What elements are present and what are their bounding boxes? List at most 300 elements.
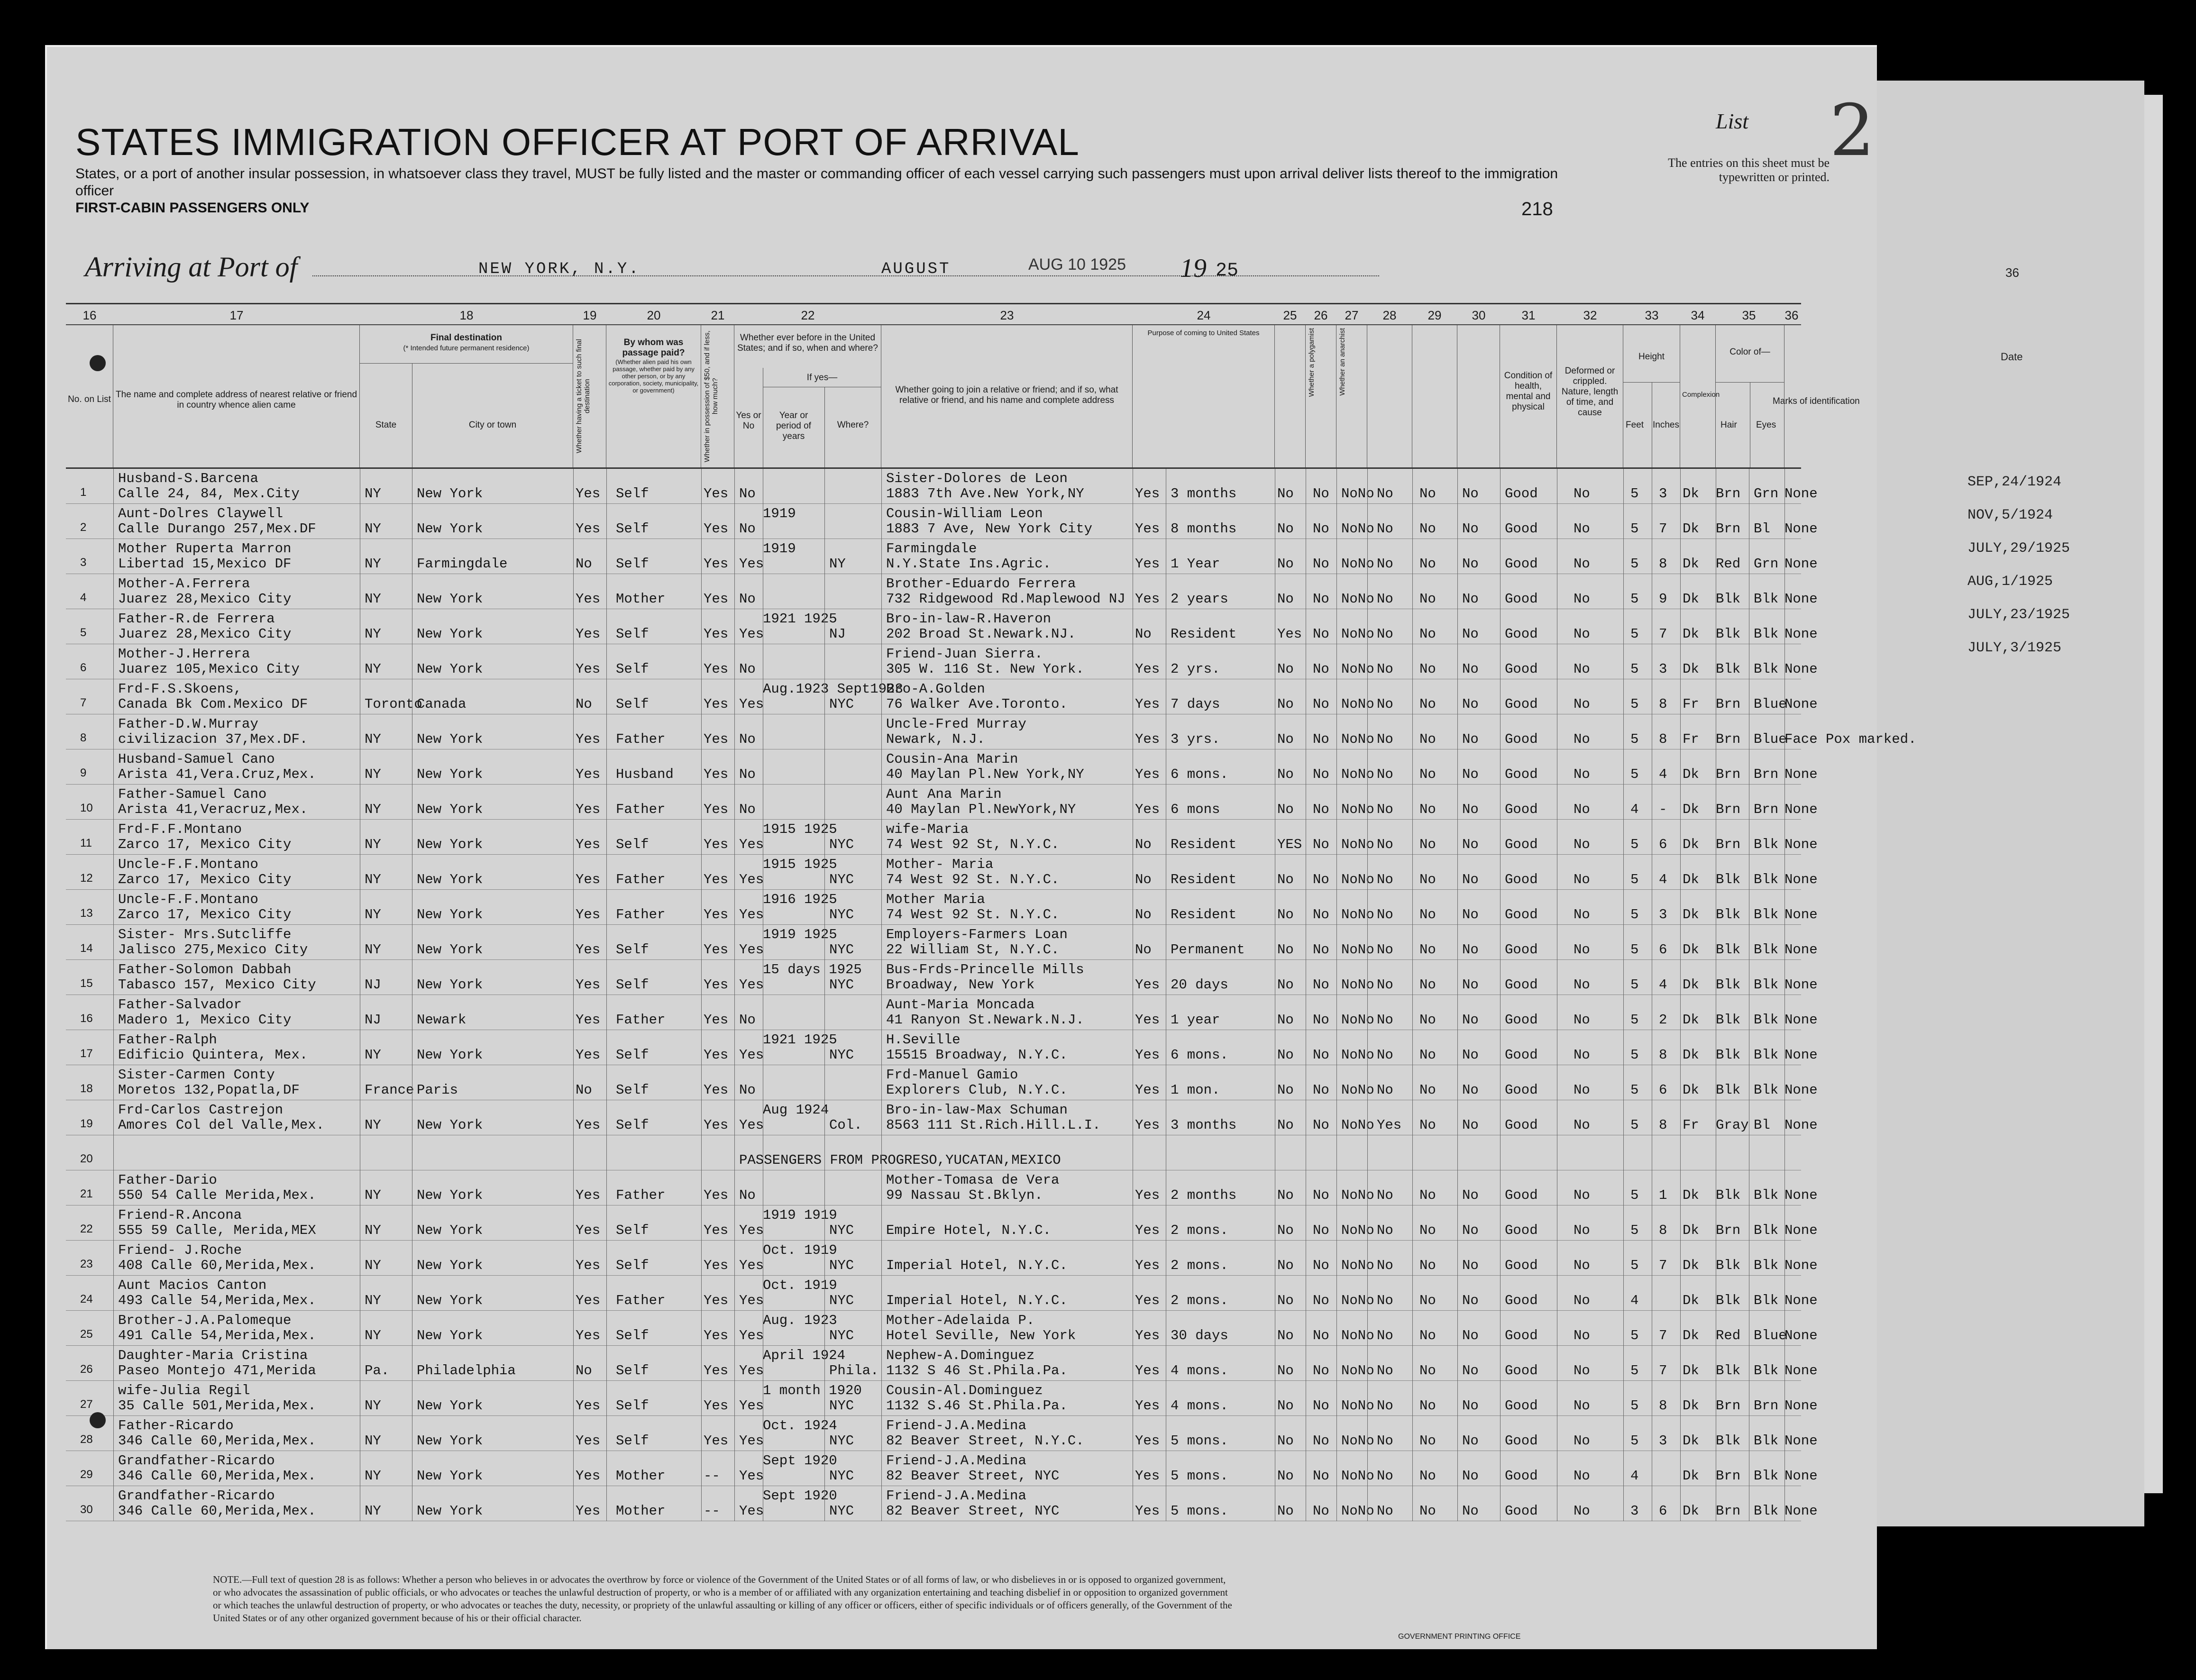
cell-state: NY	[365, 837, 381, 852]
cell-yr: 1916 1925	[763, 892, 837, 907]
cell-cx: Dk	[1683, 1468, 1699, 1484]
cell-marks: None	[1784, 942, 1818, 958]
table-row	[66, 785, 1818, 820]
table-row	[66, 1100, 1818, 1135]
cell-fifty: Yes	[704, 626, 729, 642]
cell-state: NY	[365, 521, 381, 537]
cell-hair: Brn	[1716, 1223, 1741, 1238]
cell-p2: 1 year	[1171, 1012, 1220, 1028]
cell-eyes: Blk	[1754, 872, 1779, 887]
cell-join1: Aunt Ana Marin	[886, 786, 1002, 802]
cell-join2: 202 Broad St.Newark.NJ.	[886, 626, 1076, 642]
cell-fifty: Yes	[704, 1047, 729, 1063]
cell-e: No	[1419, 942, 1436, 958]
cell-paid: Self	[616, 1223, 649, 1238]
cell-rel1: Father-Dario	[118, 1172, 217, 1188]
cell-ticket: Yes	[576, 1398, 601, 1414]
cell-before: No	[739, 731, 756, 747]
cell-e: No	[1419, 486, 1436, 502]
cell-before: No	[739, 767, 756, 782]
cell-state: NY	[365, 486, 381, 502]
row-number: 26	[80, 1363, 93, 1376]
cell-p1: Yes	[1135, 1223, 1160, 1238]
cell-yr: 15 days 1925	[763, 962, 862, 977]
cell-join1: Cousin-William Leon	[886, 506, 1043, 521]
arrival-stamp: AUG 10 1925	[1028, 256, 1126, 274]
cell-join2: 74 West 92 St. N.Y.C.	[886, 872, 1060, 887]
cell-e: No	[1419, 1187, 1436, 1203]
cell-rel2: Amores Col del Valle,Mex.	[118, 1117, 325, 1133]
list-number: 2	[1830, 90, 1875, 172]
cell-in: 6	[1659, 837, 1667, 852]
cell-b: No	[1313, 907, 1329, 922]
table-row	[66, 1381, 1818, 1416]
cell-c: NoNo	[1341, 1047, 1374, 1063]
arrival-line	[85, 251, 1839, 283]
list-label: List	[1716, 109, 1749, 133]
cell-eyes: Blk	[1754, 1012, 1779, 1028]
cell-e: No	[1419, 1223, 1436, 1238]
cell-p1: Yes	[1135, 661, 1160, 677]
cell-ticket: Yes	[576, 802, 601, 817]
cell-join1: wife-Maria	[886, 822, 969, 837]
cell-c: NoNo	[1341, 1503, 1374, 1519]
cell-join1: Uncle-Fred Murray	[886, 716, 1026, 732]
cell-before: Yes	[739, 837, 764, 852]
cell-e: No	[1419, 661, 1436, 677]
cell-eyes: Blk	[1754, 837, 1779, 852]
cell-cx: Dk	[1683, 1258, 1699, 1273]
cell-state: France	[365, 1082, 414, 1098]
column-number: 27	[1345, 308, 1359, 322]
cell-paid: Self	[616, 1328, 649, 1343]
cell-cx: Dk	[1683, 521, 1699, 537]
cell-a: No	[1277, 1012, 1294, 1028]
cell-ticket: Yes	[576, 907, 601, 922]
cell-rel1: Mother-J.Herrera	[118, 646, 250, 662]
arrival-label: Arriving at Port of	[85, 251, 298, 283]
cell-hair: Brn	[1716, 486, 1741, 502]
cell-p1: Yes	[1135, 556, 1160, 572]
cell-join2: Hotel Seville, New York	[886, 1328, 1076, 1343]
cell-c: NoNo	[1341, 1468, 1374, 1484]
cell-d: No	[1377, 591, 1393, 607]
cell-where: NYC	[829, 1293, 854, 1308]
cell-join2: 1132 S.46 St.Phila.Pa.	[886, 1398, 1068, 1414]
cell-health: Good	[1505, 486, 1538, 502]
cell-e: No	[1419, 556, 1436, 572]
cell-in: -	[1659, 802, 1667, 817]
cell-ft: 4	[1630, 1293, 1639, 1308]
cell-state: NY	[365, 1047, 381, 1063]
cell-marks: None	[1784, 1187, 1818, 1203]
cell-cx: Dk	[1683, 907, 1699, 922]
cell-deformed: No	[1574, 1047, 1590, 1063]
cell-fifty: Yes	[704, 1433, 729, 1449]
cell-city: New York	[417, 977, 483, 993]
cell-c: NoNo	[1341, 591, 1374, 607]
cell-state: NY	[365, 1258, 381, 1273]
header-deformed: Deformed or crippled. Nature, length of time, and cause	[1557, 325, 1623, 467]
cell-f: No	[1462, 1468, 1479, 1484]
cell-ticket: Yes	[576, 626, 601, 642]
cell-yr: 1919 1919	[763, 1207, 837, 1223]
cell-rel2: Juarez 105,Mexico City	[118, 661, 300, 677]
cell-d: No	[1377, 942, 1393, 958]
cell-join1: Nephew-A.Dominguez	[886, 1348, 1035, 1363]
adjacent-col-number: 36	[2005, 265, 2019, 280]
cell-join1: H.Seville	[886, 1032, 961, 1048]
table-row	[66, 995, 1818, 1030]
cell-rel1: Brother-J.A.Palomeque	[118, 1313, 292, 1328]
cell-state: NY	[365, 1187, 381, 1203]
cell-d: No	[1377, 1223, 1393, 1238]
page-title: STATES IMMIGRATION OFFICER AT PORT OF ARRIVAL	[75, 121, 1080, 163]
cell-cx: Dk	[1683, 1433, 1699, 1449]
cell-paid: Mother	[616, 1468, 666, 1484]
cell-rel1: Father-Ralph	[118, 1032, 217, 1048]
cell-rel2: Calle Durango 257,Mex.DF	[118, 521, 316, 537]
cell-yr: 1919	[763, 506, 796, 521]
cell-p1: Yes	[1135, 1503, 1160, 1519]
cell-in: 7	[1659, 1363, 1667, 1379]
cell-p1: No	[1135, 872, 1152, 887]
cell-f: No	[1462, 1398, 1479, 1414]
cell-health: Good	[1505, 1328, 1538, 1343]
cell-join1: Bus-Frds-Princelle Mills	[886, 962, 1084, 977]
cell-rel2: Jalisco 275,Mexico City	[118, 942, 308, 958]
cell-b: No	[1313, 1503, 1329, 1519]
row-number: 16	[80, 1012, 93, 1025]
cell-eyes: Blk	[1754, 1503, 1779, 1519]
cell-rel2: Paseo Montejo 471,Merida	[118, 1363, 316, 1379]
cell-b: No	[1313, 942, 1329, 958]
cell-p2: 5 mons.	[1171, 1433, 1228, 1449]
cell-deformed: No	[1574, 1293, 1590, 1308]
page-subtitle	[75, 165, 1592, 217]
cell-rel1: Uncle-F.F.Montano	[118, 857, 258, 872]
arrival-month: AUGUST	[881, 260, 951, 278]
cell-rel1: Sister- Mrs.Sutcliffe	[118, 927, 292, 942]
table-row	[66, 644, 1818, 679]
arrival-port: NEW YORK, N.Y.	[478, 260, 640, 278]
cell-ft: 5	[1630, 521, 1639, 537]
cell-hair: Red	[1716, 556, 1741, 572]
header-purpose: Purpose of coming to United States	[1133, 325, 1275, 467]
cell-p2: Resident	[1171, 907, 1237, 922]
row-number: 5	[80, 626, 87, 639]
cell-join1: Friend-J.A.Medina	[886, 1488, 1026, 1504]
cell-a: No	[1277, 731, 1294, 747]
cell-p2: 3 yrs.	[1171, 731, 1220, 747]
cell-rel1: Mother-A.Ferrera	[118, 576, 250, 592]
cell-fifty: Yes	[704, 1223, 729, 1238]
cell-ticket: Yes	[576, 1223, 601, 1238]
cell-state: Pa.	[365, 1363, 390, 1379]
cell-cx: Dk	[1683, 1082, 1699, 1098]
cell-health: Good	[1505, 626, 1538, 642]
cell-marks: None	[1784, 802, 1818, 817]
cell-yr: 1915 1925	[763, 822, 837, 837]
cell-e: No	[1419, 521, 1436, 537]
cell-rel1: Aunt-Dolres Claywell	[118, 506, 284, 521]
cell-d: No	[1377, 661, 1393, 677]
cell-deformed: No	[1574, 942, 1590, 958]
cell-c: NoNo	[1341, 1363, 1374, 1379]
cell-rel2: Moretos 132,Popatla,DF	[118, 1082, 300, 1098]
table-row	[66, 1241, 1818, 1276]
cell-d: No	[1377, 626, 1393, 642]
cell-city: New York	[417, 1433, 483, 1449]
row-number: 10	[80, 802, 93, 814]
cell-state: NY	[365, 942, 381, 958]
cell-p2: 20 days	[1171, 977, 1228, 993]
cell-where: NYC	[829, 977, 854, 993]
cell-fifty: --	[704, 1503, 720, 1519]
cell-city: New York	[417, 942, 483, 958]
cell-deformed: No	[1574, 767, 1590, 782]
row-number: 12	[80, 872, 93, 885]
column-number: 26	[1314, 308, 1328, 322]
cell-before: No	[739, 802, 756, 817]
row-number: 9	[80, 767, 87, 779]
cell-b: No	[1313, 872, 1329, 887]
cell-cx: Dk	[1683, 977, 1699, 993]
cell-rel1: Aunt Macios Canton	[118, 1278, 267, 1293]
cell-d: No	[1377, 1468, 1393, 1484]
cell-ticket: Yes	[576, 837, 601, 852]
cell-hair: Brn	[1716, 696, 1741, 712]
cell-in: 3	[1659, 486, 1667, 502]
column-number: 24	[1197, 308, 1211, 322]
cell-eyes: Brn	[1754, 1398, 1779, 1414]
cell-city: New York	[417, 837, 483, 852]
header-fifty: Whether in possession of $50, and if less, how much?	[701, 325, 734, 467]
cell-c: NoNo	[1341, 1012, 1374, 1028]
cell-join1: Sister-Dolores de Leon	[886, 471, 1068, 486]
cell-fifty: Yes	[704, 486, 729, 502]
header-joining: Whether going to join a relative or friend; and if so, what relative or friend, and his name and complete address	[881, 325, 1133, 467]
cell-in: 2	[1659, 1012, 1667, 1028]
cell-yr: Aug.1923 Sept1923	[763, 681, 903, 697]
cell-rel1: Father-Ricardo	[118, 1418, 234, 1433]
cell-hair: Blk	[1716, 1433, 1741, 1449]
cell-rel2: Calle 24, 84, Mex.City	[118, 486, 300, 502]
cell-e: No	[1419, 1503, 1436, 1519]
cell-b: No	[1313, 1047, 1329, 1063]
cell-health: Good	[1505, 767, 1538, 782]
printer-mark: GOVERNMENT PRINTING OFFICE	[1398, 1633, 1521, 1641]
cell-health: Good	[1505, 802, 1538, 817]
column-rule	[881, 469, 882, 1521]
cell-before: Yes	[739, 1117, 764, 1133]
cell-f: No	[1462, 1223, 1479, 1238]
cell-hair: Red	[1716, 1328, 1741, 1343]
header-q28	[1367, 325, 1412, 467]
cell-health: Good	[1505, 731, 1538, 747]
cell-health: Good	[1505, 1223, 1538, 1238]
cell-health: Good	[1505, 1082, 1538, 1098]
cell-before: No	[739, 521, 756, 537]
cell-b: No	[1313, 837, 1329, 852]
cell-ft: 5	[1630, 837, 1639, 852]
cell-p2: 2 yrs.	[1171, 661, 1220, 677]
cell-d: No	[1377, 1398, 1393, 1414]
cell-before: Yes	[739, 696, 764, 712]
cell-join2: N.Y.State Ins.Agric.	[886, 556, 1052, 572]
cell-fifty: Yes	[704, 802, 729, 817]
cell-join2: 76 Walker Ave.Toronto.	[886, 696, 1068, 712]
cell-f: No	[1462, 1012, 1479, 1028]
cell-marks: None	[1784, 1012, 1818, 1028]
cell-fifty: Yes	[704, 1363, 729, 1379]
cell-health: Good	[1505, 1012, 1538, 1028]
column-rule	[1412, 469, 1413, 1521]
cell-rel1: wife-Julia Regil	[118, 1383, 250, 1398]
cell-hair: Blk	[1716, 1363, 1741, 1379]
cell-rel2: Zarco 17, Mexico City	[118, 837, 292, 852]
table-row	[66, 820, 1818, 855]
row-number: 30	[80, 1503, 93, 1516]
cell-b: No	[1313, 1223, 1329, 1238]
cell-p1: Yes	[1135, 1187, 1160, 1203]
cell-a: No	[1277, 977, 1294, 993]
cell-join2: Imperial Hotel, N.Y.C.	[886, 1293, 1068, 1308]
cell-before: Yes	[739, 977, 764, 993]
cell-deformed: No	[1574, 872, 1590, 887]
table-row	[66, 1346, 1818, 1381]
cell-before: No	[739, 1187, 756, 1203]
cell-state: NY	[365, 767, 381, 782]
cell-rel1: Friend- J.Roche	[118, 1242, 242, 1258]
cell-join2: Newark, N.J.	[886, 731, 985, 747]
cell-rel2: Tabasco 157, Mexico City	[118, 977, 316, 993]
cell-ticket: Yes	[576, 521, 601, 537]
cell-p2: 3 months	[1171, 486, 1237, 502]
cell-yr: 1 month 1920	[763, 1383, 862, 1398]
cell-where: NYC	[829, 1398, 854, 1414]
cell-f: No	[1462, 1363, 1479, 1379]
cell-city: New York	[417, 1187, 483, 1203]
cell-f: No	[1462, 1117, 1479, 1133]
cell-fifty: Yes	[704, 591, 729, 607]
cell-rel2: Zarco 17, Mexico City	[118, 872, 292, 887]
cell-before: No	[739, 661, 756, 677]
cell-hair: Brn	[1716, 837, 1741, 852]
form-number: 218	[1521, 199, 1553, 219]
cell-yr: 1921 1925	[763, 1032, 837, 1048]
row-number: 21	[80, 1187, 93, 1200]
cell-yr: Oct. 1919	[763, 1242, 837, 1258]
cell-ft: 5	[1630, 591, 1639, 607]
cell-fifty: Yes	[704, 696, 729, 712]
cell-state: NY	[365, 556, 381, 572]
cell-paid: Self	[616, 1433, 649, 1449]
cell-paid: Self	[616, 661, 649, 677]
adjacent-date: JULY,23/1925	[1967, 607, 2070, 623]
cell-hair: Brn	[1716, 767, 1741, 782]
cell-rel2: 555 59 Calle, Merida,MEX	[118, 1223, 316, 1238]
cell-cx: Fr	[1683, 1117, 1699, 1133]
cell-cx: Dk	[1683, 837, 1699, 852]
cell-p2: 6 mons.	[1171, 1047, 1228, 1063]
cell-state: NY	[365, 872, 381, 887]
cell-p2: 6 mons	[1171, 802, 1220, 817]
cell-where: NYC	[829, 1328, 854, 1343]
cell-p2: 4 mons.	[1171, 1398, 1228, 1414]
cell-in: 8	[1659, 1223, 1667, 1238]
cell-p1: Yes	[1135, 1082, 1160, 1098]
cell-state: NY	[365, 1117, 381, 1133]
cell-rel1: Daughter-Maria Cristina	[118, 1348, 308, 1363]
cell-deformed: No	[1574, 1328, 1590, 1343]
cell-fifty: --	[704, 1468, 720, 1484]
cell-b: No	[1313, 977, 1329, 993]
table-row	[66, 679, 1818, 714]
cell-rel1: Friend-R.Ancona	[118, 1207, 242, 1223]
cell-marks: None	[1784, 1468, 1818, 1484]
cell-where: NYC	[829, 837, 854, 852]
cell-rel2: 346 Calle 60,Merida,Mex.	[118, 1503, 316, 1519]
cell-c: NoNo	[1341, 1433, 1374, 1449]
cell-health: Good	[1505, 1468, 1538, 1484]
header-passage: By whom was passage paid? (Whether alien paid his own passage, whether paid by any other person, or by any corporation, society, municipality, or government)	[606, 325, 701, 467]
cell-rel2: Madero 1, Mexico City	[118, 1012, 292, 1028]
cell-deformed: No	[1574, 977, 1590, 993]
cell-paid: Self	[616, 1258, 649, 1273]
cell-in: 8	[1659, 1398, 1667, 1414]
adjacent-date-label: Date	[2001, 351, 2023, 363]
cell-a: No	[1277, 1258, 1294, 1273]
cell-rel2: 346 Calle 60,Merida,Mex.	[118, 1433, 316, 1449]
cell-paid: Self	[616, 696, 649, 712]
cell-p1: Yes	[1135, 767, 1160, 782]
cell-p2: Resident	[1171, 872, 1237, 887]
cell-city: New York	[417, 1223, 483, 1238]
cell-eyes: Blk	[1754, 1363, 1779, 1379]
cell-a: No	[1277, 696, 1294, 712]
cell-p2: 1 Year	[1171, 556, 1220, 572]
table-row	[66, 714, 1917, 749]
table-row	[66, 1205, 1818, 1241]
cell-join2: 1883 7 Ave, New York City	[886, 521, 1093, 537]
cell-p1: Yes	[1135, 1328, 1160, 1343]
cell-d: No	[1377, 907, 1393, 922]
cell-p1: Yes	[1135, 1468, 1160, 1484]
cell-state: NY	[365, 731, 381, 747]
cell-d: No	[1377, 556, 1393, 572]
punch-hole	[90, 1412, 106, 1428]
cell-b: No	[1313, 802, 1329, 817]
cell-d: No	[1377, 1258, 1393, 1273]
cell-eyes: Blk	[1754, 907, 1779, 922]
cell-f: No	[1462, 1187, 1479, 1203]
cell-fifty: Yes	[704, 1258, 729, 1273]
cell-rel2: Libertad 15,Mexico DF	[118, 556, 292, 572]
cell-rel1: Grandfather-Ricardo	[118, 1488, 275, 1504]
cell-health: Good	[1505, 1117, 1538, 1133]
cell-c: NoNo	[1341, 626, 1374, 642]
cell-join2: 74 West 92 St, N.Y.C.	[886, 837, 1060, 852]
cell-paid: Self	[616, 1117, 649, 1133]
cell-rel1: Frd-F.S.Skoens,	[118, 681, 242, 697]
cell-f: No	[1462, 767, 1479, 782]
cell-c: NoNo	[1341, 1398, 1374, 1414]
cell-cx: Dk	[1683, 1398, 1699, 1414]
cell-cx: Dk	[1683, 1223, 1699, 1238]
cell-state: NY	[365, 802, 381, 817]
cell-fifty: Yes	[704, 1293, 729, 1308]
